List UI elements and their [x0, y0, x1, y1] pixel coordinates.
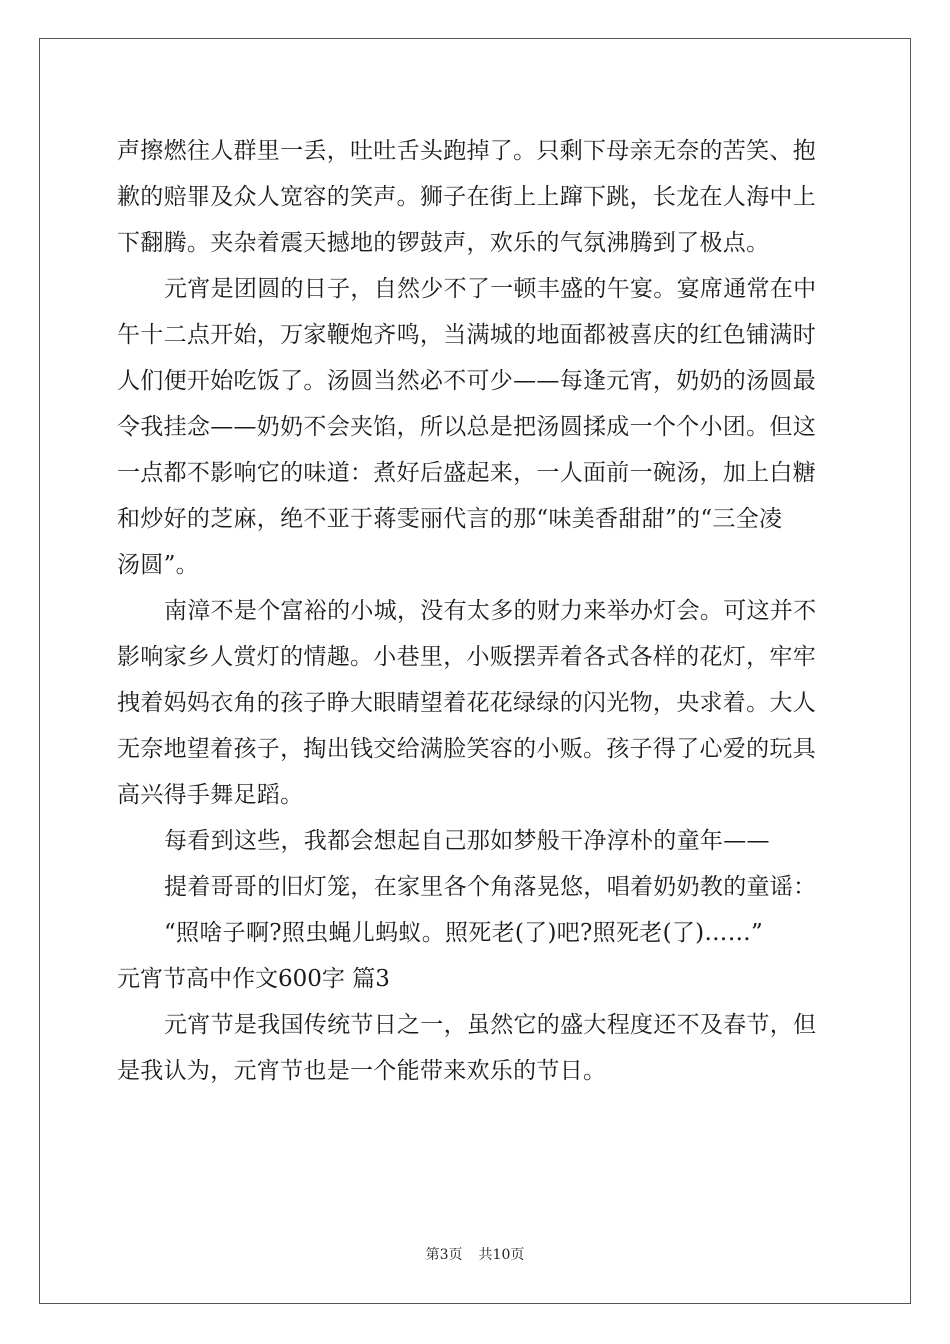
section-heading: 元宵节高中作文600字 篇3: [117, 966, 390, 992]
document-body: [117, 128, 837, 1094]
paragraph-start: 提着哥哥的旧灯笼，在家里各个角落晃悠，唱着奶奶教的童谣：: [164, 874, 817, 900]
text-line: 汤圆”。: [117, 552, 199, 578]
text-line: 和炒好的芝麻，绝不亚于蒋雯丽代言的那“味美香甜甜”的“三全凌: [117, 506, 783, 532]
text-line: 无奈地望着孩子，掏出钱交给满脸笑容的小贩。孩子得了心爱的玩具: [117, 736, 816, 762]
text-line: 人们便开始吃饭了。汤圆当然必不可少——每逢元宵，奶奶的汤圆最: [117, 368, 816, 394]
text-line: 是我认为，元宵节也是一个能带来欢乐的节日。: [117, 1058, 607, 1084]
text-line: 高兴得手舞足蹈。: [117, 782, 304, 808]
page-number: 第3页: [425, 1247, 463, 1263]
text-line: 声擦燃往人群里一丢，吐吐舌头跑掉了。只剩下母亲无奈的苦笑、抱: [117, 138, 816, 164]
text-line: 令我挂念——奶奶不会夹馅，所以总是把汤圆揉成一个个小团。但这: [117, 414, 816, 440]
text-line: 歉的赔罪及众人宽容的笑声。狮子在街上上蹿下跳，长龙在人海中上: [117, 184, 816, 210]
paragraph-start: 每看到这些，我都会想起自己那如梦般干净淳朴的童年——: [164, 828, 770, 854]
page-total: 共10页: [478, 1247, 525, 1263]
paragraph-start: 元宵是团圆的日子，自然少不了一顿丰盛的午宴。宴席通常在中: [164, 276, 817, 302]
page-footer: [0, 1245, 950, 1265]
paragraph-start: 元宵节是我国传统节日之一，虽然它的盛大程度还不及春节，但: [164, 1012, 817, 1038]
text-line: 一点都不影响它的味道：煮好后盛起来，一人面前一碗汤，加上白糖: [117, 460, 816, 486]
text-line: 下翻腾。夹杂着震天撼地的锣鼓声，欢乐的气氛沸腾到了极点。: [117, 230, 770, 256]
text-line: 影响家乡人赏灯的情趣。小巷里，小贩摆弄着各式各样的花灯，牢牢: [117, 644, 816, 670]
paragraph-start: “照啥子啊?照虫蝇儿蚂蚁。照死老(了)吧?照死老(了)……”: [164, 920, 764, 946]
paragraph-start: 南漳不是个富裕的小城，没有太多的财力来举办灯会。可这并不: [164, 598, 817, 624]
text-line: 午十二点开始，万家鞭炮齐鸣，当满城的地面都被喜庆的红色铺满时: [117, 322, 816, 348]
text-line: 拽着妈妈衣角的孩子睁大眼睛望着花花绿绿的闪光物，央求着。大人: [117, 690, 816, 716]
